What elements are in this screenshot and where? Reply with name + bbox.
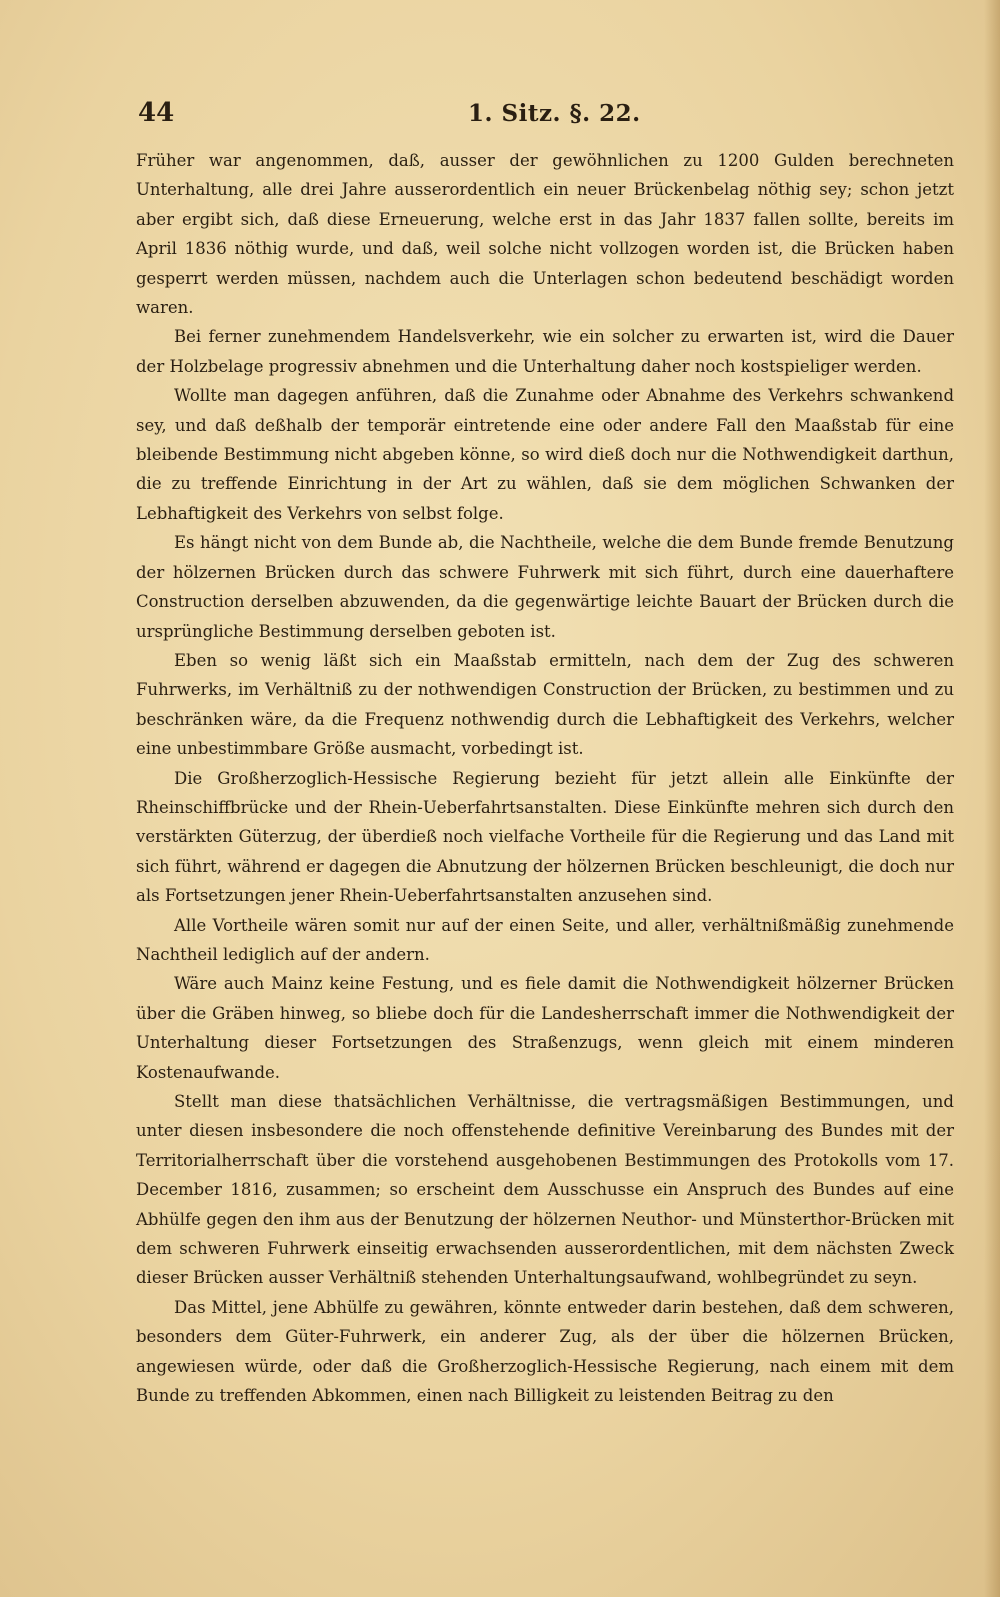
paragraph: Stellt man diese thatsächlichen Verhältnisse, die vertragsmäßigen Bestimmungen, und unter diesen insbesondere die noch offenstehende definitive Vereinbarung des Bundes mit der Territorialherrschaft über die vorstehend ausgehobenen Bestimmungen des Protokolls vom 17. December 1816, zusammen; so erscheint dem Ausschusse ein Anspruch des Bundes auf eine Abhülfe gegen den ihm aus der Benutzung der hölzernen Neuthor- und Münsterthor-Brücken mit dem schweren Fuhrwerk einseitig erwachsenden ausserordentlichen, mit dem nächsten Zweck dieser Brücken ausser Verhältniß stehenden Unterhaltungsaufwand, wohlbegründet zu seyn. [136,1092,954,1288]
paragraph: Bei ferner zunehmendem Handelsverkehr, wie ein solcher zu erwarten ist, wird die Dauer der Holzbelage progressiv abnehmen und die Unterhaltung daher noch kostspieliger werden. [136,327,954,376]
running-head: 1. Sitz. §. 22. [468,100,641,127]
page-header [138,98,958,138]
page-number: 44 [138,98,175,128]
paragraph: Eben so wenig läßt sich ein Maaßstab ermitteln, nach dem der Zug des schweren Fuhrwerks, im Verhältniß zu der nothwendigen Construction der Brücken, zu bestimmen und zu beschränken wäre, da die Frequenz nothwendig durch die Lebhaftigkeit des Verkehrs, welcher eine unbestimmbare Größe ausmacht, vorbedingt ist. [136,650,954,759]
paragraph: Die Großherzoglich-Hessische Regierung bezieht für jetzt allein alle Einkünfte der Rheinschiffbrücke und der Rhein-Ueberfahrtsanstalten. Diese Einkünfte mehren sich durch den verstärkten Güterzug, der überdieß noch vielfache Vortheile für die Regierung und das Land mit sich führt, während er dagegen die Abnutzung der hölzernen Brücken beschleunigt, die doch nur als Fortsetzungen jener Rhein-Ueberfahrtsanstalten anzusehen sind. [136,768,954,906]
paragraph: Es hängt nicht von dem Bunde ab, die Nachtheile, welche die dem Bunde fremde Benutzung der hölzernen Brücken durch das schwere Fuhrwerk mit sich führt, durch eine dauerhaftere Construction derselben abzuwenden, da die gegenwärtige leichte Bauart der Brücken durch die ursprüngliche Bestimmung derselben geboten ist. [136,533,954,641]
page-edge-shadow [984,0,1000,1597]
paragraph: Das Mittel, jene Abhülfe zu gewähren, könnte entweder darin bestehen, daß dem schweren, besonders dem Güter-Fuhrwerk, ein anderer Zug, als der über die hölzernen Brücken, angewiesen würde, oder daß die Großherzoglich-Hessische Regierung, nach einem mit dem Bunde zu treffenden Abkommen, einen nach Billigkeit zu leistenden Beitrag zu den [136,1297,954,1406]
body-text [136,146,954,1410]
paragraph: Früher war angenommen, daß, ausser der gewöhnlichen zu 1200 Gulden berechneten Unterhaltung, alle drei Jahre ausserordentlich ein neuer Brückenbelag nöthig sey; schon jetzt aber ergibt sich, daß diese Erneuerung, welche erst in das Jahr 1837 fallen sollte, bereits im April 1836 nöthig wurde, und daß, weil solche nicht vollzogen worden ist, die Brücken haben gesperrt werden müssen, nachdem auch die Unterlagen schon bedeutend beschädigt worden waren. [136,151,954,318]
paragraph: Alle Vortheile wären somit nur auf der einen Seite, und aller, verhältnißmäßig zunehmende Nachtheil lediglich auf der andern. [136,915,954,964]
paragraph: Wäre auch Mainz keine Festung, und es fiele damit die Nothwendigkeit hölzerner Brücken über die Gräben hinweg, so bliebe doch für die Landesherrschaft immer die Nothwendigkeit der Unterhaltung dieser Fortsetzungen des Straßenzugs, wenn gleich mit einem minderen Kostenaufwande. [136,974,954,1082]
paragraph: Wollte man dagegen anführen, daß die Zunahme oder Abnahme des Verkehrs schwankend sey, und daß deßhalb der temporär eintretende eine oder andere Fall den Maaßstab für eine bleibende Bestimmung nicht abgeben könne, so wird dieß doch nur die Nothwendigkeit darthun, die zu treffende Einrichtung in der Art zu wählen, daß sie dem möglichen Schwanken der Lebhaftigkeit des Verkehrs von selbst folge. [136,386,954,523]
